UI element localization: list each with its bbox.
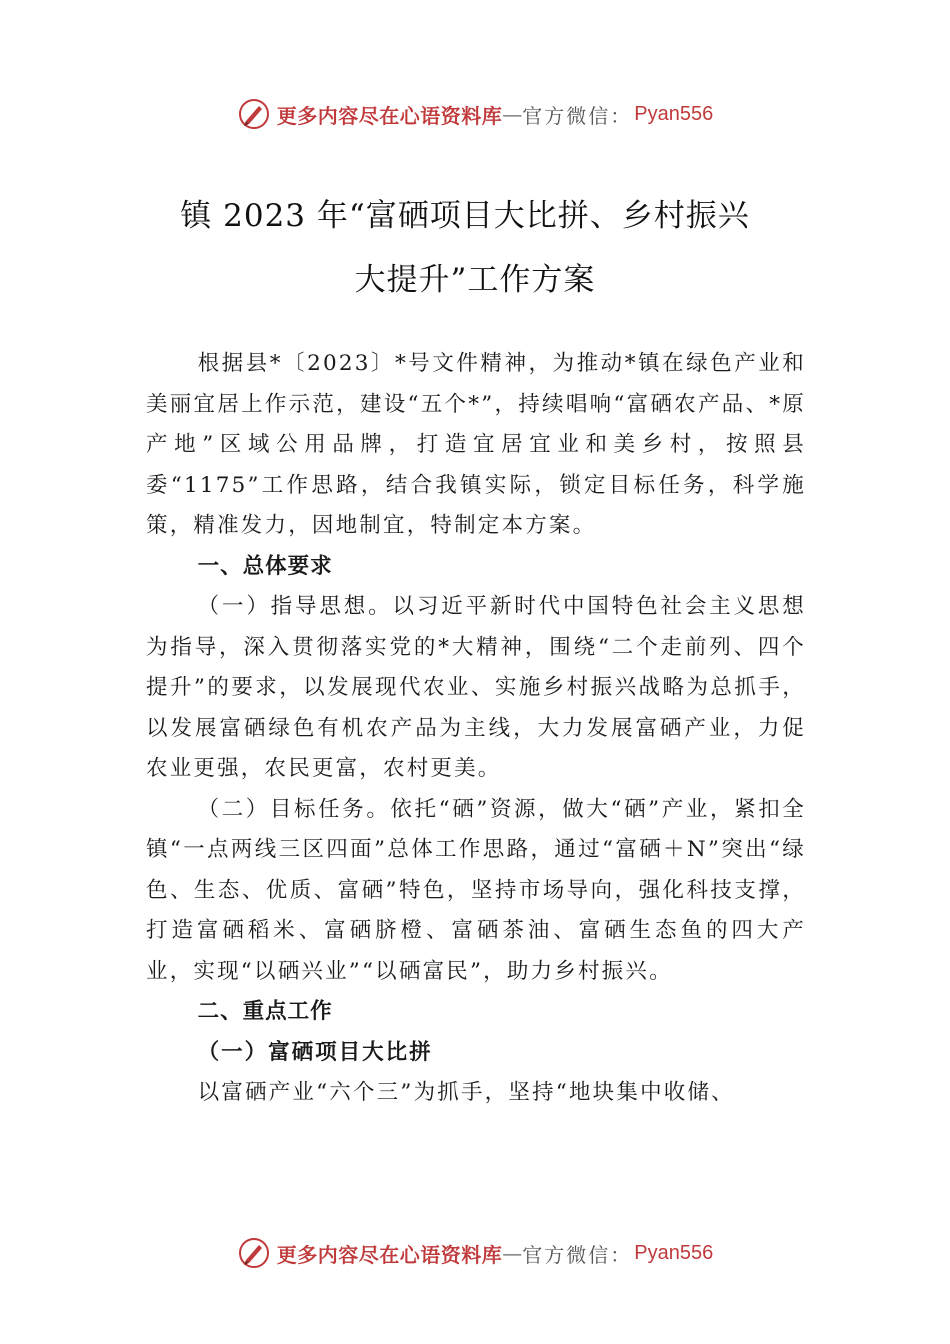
watermark-dash: — — [502, 102, 523, 126]
watermark-dash: — — [502, 1241, 523, 1265]
section-heading-2: 二、重点工作 — [197, 999, 333, 1024]
watermark-official: 官方微信： — [522, 103, 633, 128]
watermark-banner-bottom — [0, 1233, 950, 1273]
document-title-line2: 大提升”工作方案 — [354, 262, 596, 298]
watermark-wechat-id: Pyan556 — [634, 102, 714, 125]
section-heading-1: 一、总体要求 — [197, 553, 333, 579]
pen-logo-icon — [237, 97, 271, 131]
document-title-line1: 镇 2023 年“富硒项目大比拼、乡村振兴 — [180, 198, 750, 234]
subsection-heading-1: （一）富硒项目大比拼 — [197, 1039, 433, 1065]
watermark-brand: 更多内容尽在心语资料库 — [276, 103, 503, 128]
intro-paragraph: 根据县*〔2023〕*号文件精神，为推动*镇在绿色产业和美丽宜居上作示范，建设“五个*”，持续唱响“富硒农产品、*原产地”区域公用品牌，打造宜居宜业和美乡村，按照县委“1175”工作思路，结合我镇实际，锁定目标任务，科学施策，精准发力，因地制宜，特制定本方案。 — [146, 351, 806, 538]
project-competition-paragraph: 以富硒产业“六个三”为抓手，坚持“地块集中收储、 — [197, 1080, 735, 1105]
watermark-wechat-id: Pyan556 — [634, 1241, 714, 1264]
watermark-official: 官方微信： — [522, 1242, 633, 1267]
watermark-brand: 更多内容尽在心语资料库 — [276, 1242, 503, 1267]
guiding-thought-paragraph: （一）指导思想。以习近平新时代中国特色社会主义思想为指导，深入贯彻落实党的*大精神，围绕“二个走前列、四个提升”的要求，以发展现代农业、实施乡村振兴战略为总抓手，以发展富硒绿色有机农产品为主线，大力发展富硒产业，力促农业更强，农民更富，农村更美。 — [146, 594, 806, 781]
watermark-banner-top — [0, 94, 950, 134]
document-body — [146, 344, 806, 1114]
pen-logo-icon — [237, 1236, 271, 1270]
target-tasks-paragraph: （二）目标任务。依托“硒”资源，做大“硒”产业，紧扣全镇“一点两线三区四面”总体工作思路，通过“富硒＋N”突出“绿色、生态、优质、富硒”特色，坚持市场导向，强化科技支撑，打造富硒稻米、富硒脐橙、富硒茶油、富硒生态鱼的四大产业，实现“以硒兴业”“以硒富民”，助力乡村振兴。 — [146, 796, 806, 984]
